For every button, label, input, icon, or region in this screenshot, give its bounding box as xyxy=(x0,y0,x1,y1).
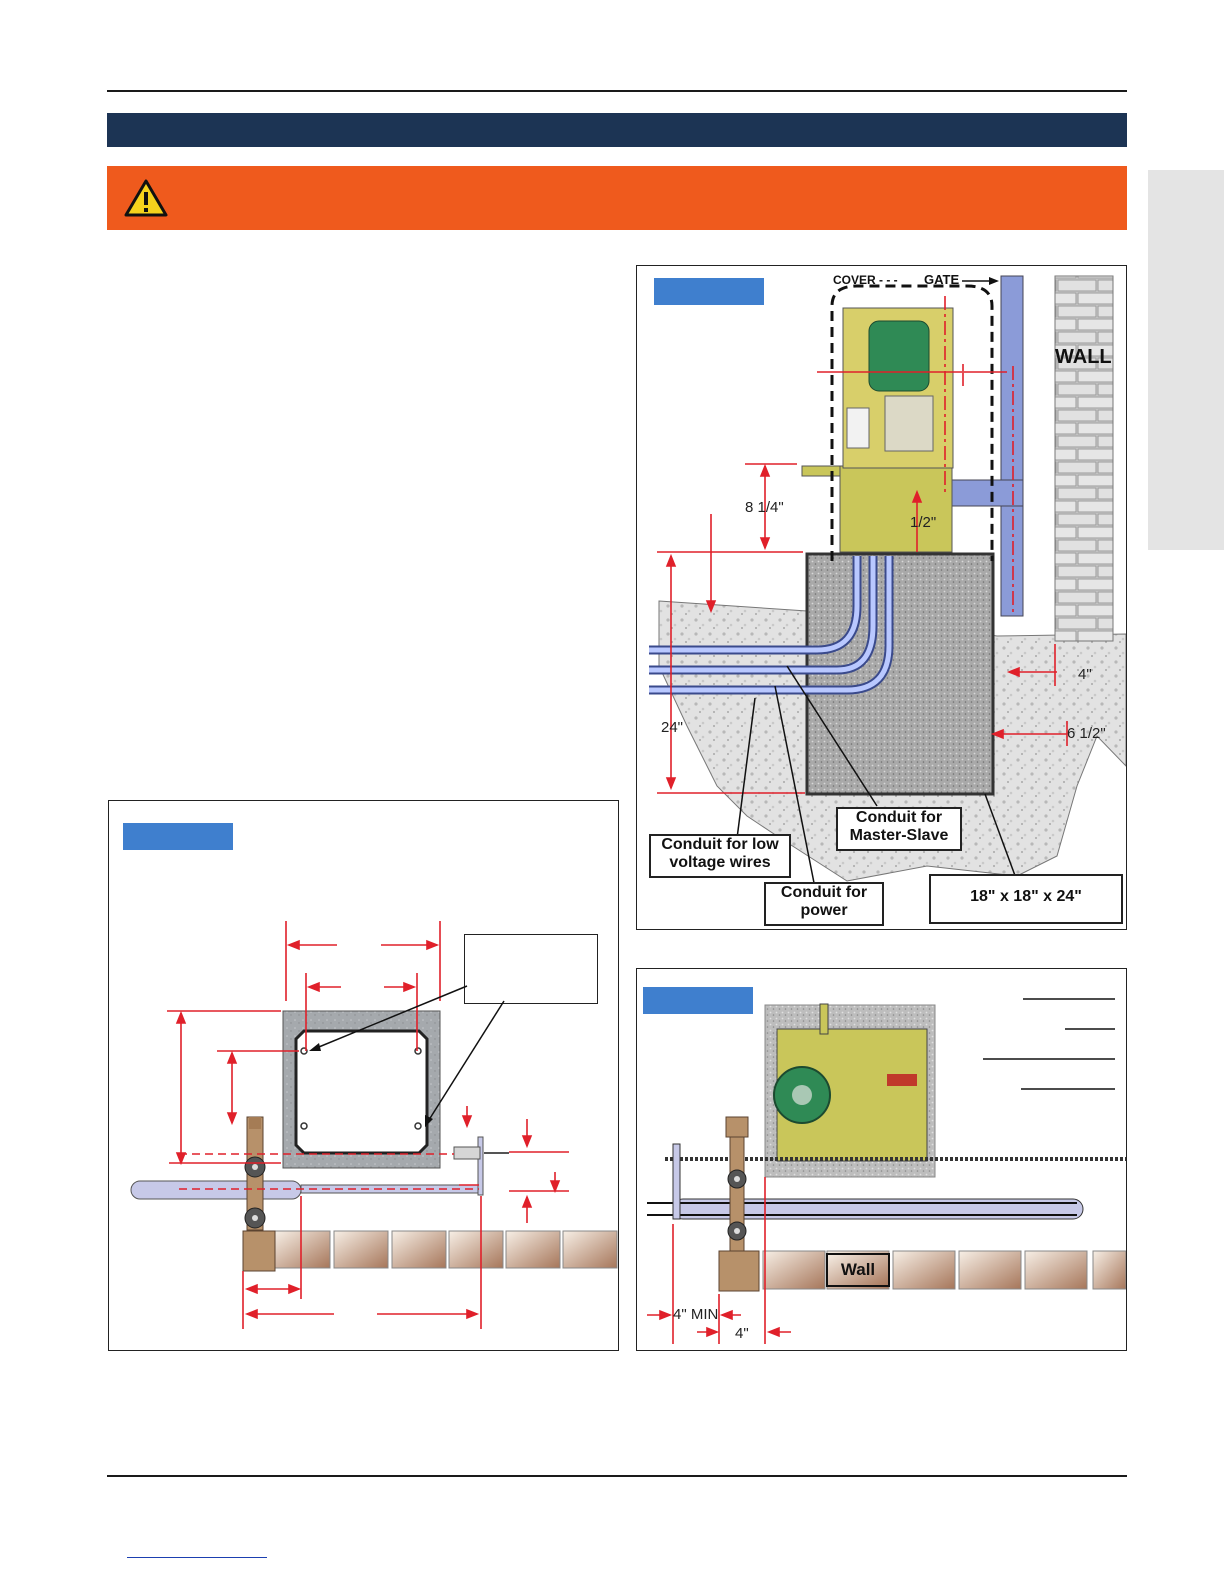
dimension-8-1-4: 8 1/4" xyxy=(745,499,784,516)
cover-label: COVER - - - xyxy=(833,273,898,287)
callout-pad-size: 18" x 18" x 24" xyxy=(929,874,1123,924)
dimension-24: 24" xyxy=(661,719,684,736)
dimension-4-min: 4" MIN xyxy=(673,1306,719,1323)
warning-banner xyxy=(107,166,1127,230)
wall-label: Wall xyxy=(840,1260,876,1279)
wall-label: WALL xyxy=(1055,346,1112,368)
pad-layout-illustration xyxy=(109,801,618,1350)
dimension-6-1-2: 6 1/2" xyxy=(1067,725,1106,742)
footer-rule xyxy=(107,1475,1127,1477)
warning-triangle-icon xyxy=(123,178,169,218)
callout-power-conduit: Conduit for power xyxy=(764,882,884,926)
section-header-bar xyxy=(107,113,1127,147)
footer-link-underline[interactable] xyxy=(127,1557,267,1558)
callout-low-voltage-conduit: Conduit for low voltage wires xyxy=(649,834,791,878)
wall-clearance-illustration xyxy=(637,969,1126,1350)
chapter-side-tab[interactable] xyxy=(1148,170,1224,550)
figure-pad-layout-plan xyxy=(108,800,619,1351)
figure-pad-installation xyxy=(636,265,1127,930)
callout-master-slave-conduit: Conduit for Master-Slave xyxy=(836,807,962,851)
dimension-4: 4" xyxy=(735,1325,749,1342)
figure-wall-clearance xyxy=(636,968,1127,1351)
dimension-4: 4" xyxy=(1078,666,1092,683)
dimension-1-2: 1/2" xyxy=(910,514,937,531)
gate-label: GATE xyxy=(924,272,960,287)
header-rule xyxy=(107,90,1127,92)
